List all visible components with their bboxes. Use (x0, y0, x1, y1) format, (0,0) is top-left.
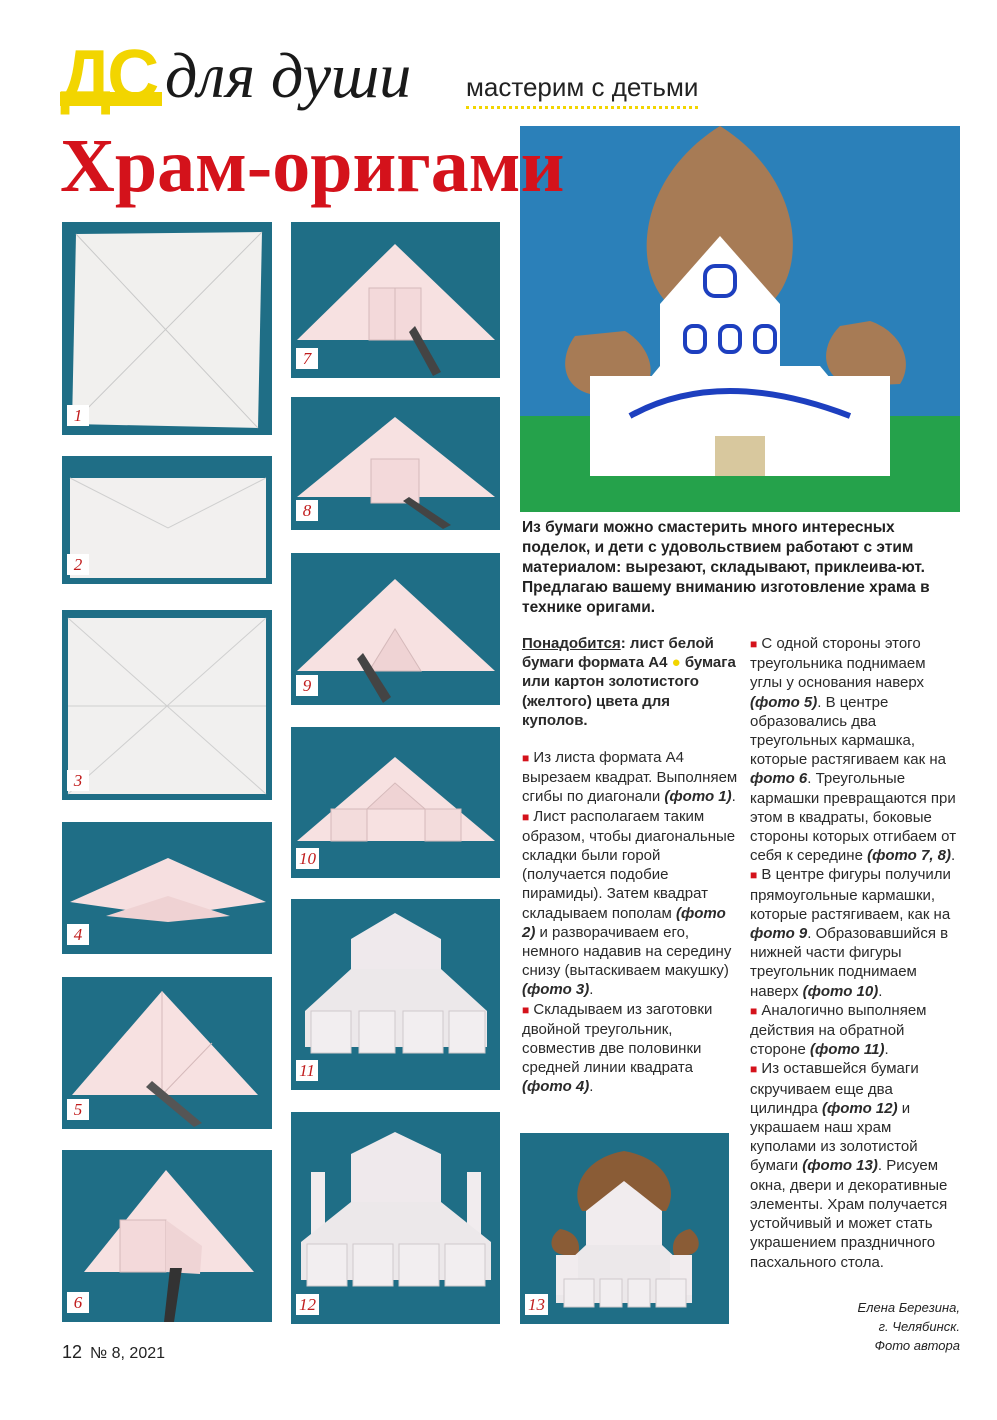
photo-step-10 (291, 727, 500, 878)
step-paragraph: ■ Лист располагаем таким образом, чтобы диагональные складки были горой (получается подобие пирамиды). Затем квадрат складываем пополам (фото 2) и разворачиваем его, немного надавив на середину снизу (вытаскиваем макушку) (фото 3). (522, 807, 736, 999)
photo-step-4 (62, 822, 272, 954)
bullet-icon: ■ (522, 751, 530, 766)
author-credits (760, 1298, 960, 1355)
photo-step-7 (291, 222, 500, 378)
photo-step-6 (62, 1150, 272, 1322)
bullet-icon: ● (671, 654, 681, 672)
page-number: 12 (62, 1342, 83, 1362)
issue-number: № 8, 2021 (90, 1345, 166, 1362)
photo-step-8 (291, 397, 500, 530)
author-name: Елена Березина, (857, 1300, 960, 1315)
photo-number: 2 (67, 554, 89, 575)
bullet-icon: ■ (750, 868, 758, 883)
photo-number: 8 (296, 500, 318, 521)
photo-step-1 (62, 222, 272, 435)
photo-credit: Фото автора (874, 1338, 960, 1353)
page-footer (62, 1342, 165, 1364)
step-paragraph: ■ Складываем из заготовки двойной треугольник, совместив две половинки средней линии квадрата (фото 4). (522, 1000, 713, 1096)
photo-number: 13 (525, 1294, 548, 1315)
photo-step-5 (62, 977, 272, 1129)
photo-step-3 (62, 610, 272, 800)
photo-number: 3 (67, 770, 89, 791)
bullet-icon: ■ (522, 809, 530, 824)
step-paragraph: ■ Из оставшейся бумаги скручиваем еще два цилиндра (фото 12) и украшаем наш храм куполами из золотистой бумаги (фото 13). Рисуем окна, двери и декоративные элементы. Храм получается устойчивый и может стать украшением праздничного пасхального стола. (750, 1060, 948, 1271)
photo-number: 11 (296, 1060, 318, 1081)
photo-step-12 (291, 1112, 500, 1324)
magazine-logo (60, 36, 162, 116)
author-city: г. Челябинск. (878, 1319, 960, 1334)
bullet-icon: ■ (750, 637, 758, 651)
bullet-icon: ■ (522, 1002, 530, 1017)
step-paragraph: ■ С одной стороны этого треугольника поднимаем углы у основания наверх (фото 5). В центре образовались два треугольных кармашка, которые растягиваем как на фото 6. Треугольные кармашки превращаются при этом в квадраты, боковые стороны которых отгибаем от себя к середине (фото 7, 8). (750, 635, 957, 865)
photo-number: 9 (296, 675, 318, 696)
section-title: для души (165, 40, 412, 111)
photo-number: 10 (296, 848, 319, 869)
step-paragraph: ■ Аналогично выполняем действия на обратной стороне (фото 11). (750, 1001, 927, 1059)
photo-step-9 (291, 553, 500, 705)
materials-label: Понадобится (522, 635, 621, 652)
photo-step-2 (62, 456, 272, 584)
bullet-icon: ■ (750, 1003, 758, 1018)
materials-paragraph: Понадобится: лист белой бумаги формата А4 ● бумага или картон золотистого (желтого) цвета для куполов. (522, 635, 736, 729)
text-column-2 (750, 634, 960, 1272)
logo-text: ДС (60, 36, 156, 116)
photo-number: 6 (67, 1292, 89, 1313)
step-paragraph: ■ Из листа формата А4 вырезаем квадрат. Выполняем сгибы по диагонали (фото 1). (522, 749, 738, 806)
step-paragraph: ■ В центре фигуры получили прямоугольные кармашки, которые растягиваем, как на фото 9. Образовавшийся в нижней части фигуры треугольник поднимаем наверх (фото 10). (750, 866, 951, 1000)
article-intro: Из бумаги можно смастерить много интересных поделок, и дети с удовольствием работают с этим материалом: вырезают, складывают, приклеива-ют. Предлагаю вашему вниманию изготовление храма в технике оригами. (522, 519, 930, 616)
photo-number: 4 (67, 924, 89, 945)
bullet-icon: ■ (750, 1062, 758, 1077)
photo-number: 7 (296, 348, 318, 369)
text-column-1 (522, 634, 738, 1097)
photo-finished-temple (520, 126, 960, 512)
photo-step-11 (291, 899, 500, 1090)
photo-step-13 (520, 1133, 729, 1324)
article-title: Храм-оригами (60, 124, 565, 208)
photo-number: 12 (296, 1294, 319, 1315)
rubric-label: мастерим с детьми (466, 72, 698, 109)
photo-number: 1 (67, 405, 89, 426)
photo-number: 5 (67, 1099, 89, 1120)
